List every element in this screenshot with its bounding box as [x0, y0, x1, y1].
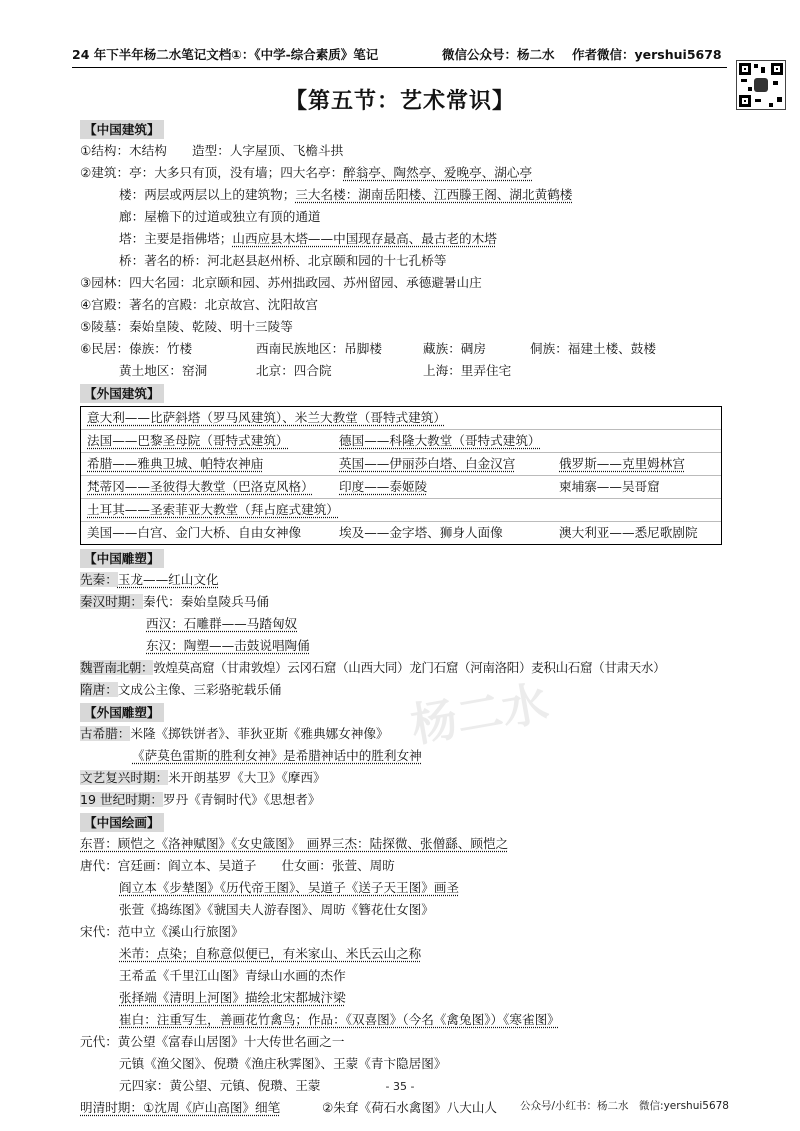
author-wechat: 作者微信：yershui5678 [572, 47, 722, 62]
cn-arch-bridge: 桥：著名的桥：河北赵县赵州桥、北京颐和园的十七孔桥等 [119, 253, 447, 268]
cn-arch-dwelling-2: 黄土地区：窑洞 北京：四合院 上海：里弄住宅 [119, 363, 512, 378]
foreign-sculpt-nike: 《萨莫色雷斯的胜利女神》是希腊神话中的胜利女神 [132, 748, 422, 763]
section-heading: 【外国雕塑】 [80, 701, 720, 723]
cn-arch-pagoda: 塔：主要是指佛塔；山西应县木塔——中国现存最高、最古老的木塔 [119, 231, 497, 246]
cn-arch-structure: ①结构：木结构 造型：人字屋顶、飞檐斗拱 [80, 143, 344, 158]
table-row: 土耳其——圣索菲亚大教堂（拜占庭式建筑） [81, 498, 721, 521]
cn-paint-tang-3: 张萱《捣练图》《虢国夫人游春图》、周昉《簪花仕女图》 [119, 902, 434, 917]
cn-sculpt-qinhan: 秦汉时期：秦代：秦始皇陵兵马俑 [80, 594, 269, 609]
footer-contact: 公众号/小红书：杨二水 微信:yershui5678 [520, 1100, 729, 1112]
foreign-sculpt-greece: 古希腊：米隆《掷铁饼者》、菲狄亚斯《雅典娜女神像》 [80, 726, 389, 741]
table-row: 梵蒂冈——圣彼得大教堂（巴洛克风格） 印度——泰姬陵 柬埔寨——吴哥窟 [81, 475, 721, 498]
page-number: - 35 - [385, 1080, 415, 1093]
page-title: 【第五节：艺术常识】 [284, 89, 515, 114]
cn-sculpt-eastern-han: 东汉：陶塑——击鼓说唱陶俑 [146, 638, 310, 653]
section-heading: 【中国雕塑】 [80, 547, 720, 569]
cn-sculpt-suitang: 隋唐：文成公主像、三彩骆驼载乐俑 [80, 682, 282, 697]
wechat-official-account: 微信公众号：杨二水 [442, 47, 555, 62]
cn-arch-pavilion: ②建筑：亭：大多只有顶，没有墙；四大名亭：醉翁亭、陶然亭、爱晚亭、湖心亭 [80, 165, 533, 180]
table-row: 美国——白宫、金门大桥、自由女神像 埃及——金字塔、狮身人面像 澳大利亚——悉尼歌剧院 [81, 521, 721, 544]
table-row: 意大利——比萨斜塔（罗马风建筑）、米兰大教堂（哥特式建筑） [87, 410, 446, 425]
cn-paint-tang-1: 唐代：宫廷画：阎立本、吴道子 仕女画：张萱、周昉 [80, 858, 395, 873]
cn-arch-palace: ④宫殿：著名的宫殿：北京故宫、沈阳故宫 [80, 297, 318, 312]
cn-sculpt-weijin: 魏晋南北朝：敦煌莫高窟（甘肃敦煌）云冈石窟（山西大同）龙门石窟（河南洛阳）麦积山石窟（甘肃天水） [80, 660, 666, 675]
cn-sculpt-western-han: 西汉：石雕群——马踏匈奴 [146, 616, 298, 631]
section-heading: 【中国绘画】 [80, 811, 720, 833]
cn-arch-dwelling: ⑥民居：傣族：竹楼 西南民族地区：吊脚楼 藏族：碉房 侗族：福建土楼、鼓楼 [80, 341, 656, 356]
section-heading: 【外国建筑】 [80, 382, 720, 404]
cn-arch-mausoleum: ⑤陵墓：秦始皇陵、乾陵、明十三陵等 [80, 319, 293, 334]
content [80, 118, 720, 1119]
table-row: 法国——巴黎圣母院（哥特式建筑） 德国——科隆大教堂（哥特式建筑） [81, 429, 721, 452]
foreign-arch-table [80, 406, 722, 545]
foreign-sculpt-19c: 19 世纪时期：罗丹《青铜时代》《思想者》 [80, 792, 321, 807]
table-row: 希腊——雅典卫城、帕特农神庙 英国——伊丽莎白塔、白金汉宫 俄罗斯——克里姆林宫 [81, 452, 721, 475]
cn-paint-eastern-jin: 东晋：顾恺之《洛神赋图》《女史箴图》 画界三杰：陆探微、张僧繇、顾恺之 [80, 836, 509, 851]
section-heading: 【中国建筑】 [80, 118, 720, 140]
cn-paint-song-2: 米芾：点染；自称意似便已，有米家山、米氏云山之称 [119, 946, 422, 961]
cn-paint-song-4: 张择端《清明上河图》描绘北宋都城汴梁 [119, 990, 346, 1005]
cn-paint-song-1: 宋代：范中立《溪山行旅图》 [80, 924, 244, 939]
cn-paint-yuan-2: 元镇《渔父图》、倪瓒《渔庄秋霁图》、王蒙《青卞隐居图》 [119, 1056, 447, 1071]
cn-sculpt-preqin: 先秦：玉龙——红山文化 [80, 572, 219, 587]
cn-paint-mingqing: 明清时期：①沈周《庐山高图》细笔 ②朱耷《荷石水禽图》八大山人 [80, 1100, 498, 1115]
watermark: 杨二水 [406, 675, 553, 753]
cn-paint-tang-2: 阎立本《步辇图》《历代帝王图》、吴道子《送子天王图》画圣 [119, 880, 460, 895]
cn-paint-yuan-3: 元四家：黄公望、元镇、倪瓒、王蒙 [119, 1078, 321, 1093]
cn-paint-song-5: 崔白：注重写生，善画花竹禽鸟；作品：《双喜图》（今名《禽兔图》）《寒雀图》 [119, 1012, 560, 1027]
header-rule [72, 67, 727, 68]
foreign-sculpt-renaissance: 文艺复兴时期：米开朗基罗《大卫》《摩西》 [80, 770, 326, 785]
cn-arch-garden: ③园林：四大名园：北京颐和园、苏州拙政园、苏州留园、承德避暑山庄 [80, 275, 482, 290]
cn-paint-song-3: 王希孟《千里江山图》青绿山水画的杰作 [119, 968, 346, 983]
cn-arch-tower: 楼：两层或两层以上的建筑物；三大名楼：湖南岳阳楼、江西滕王阁、湖北黄鹤楼 [119, 187, 573, 202]
doc-title: 24 年下半年杨二水笔记文档①：《中学-综合素质》笔记 [72, 47, 379, 62]
cn-arch-corridor: 廊：屋檐下的过道或独立有顶的通道 [119, 209, 321, 224]
cn-paint-yuan-1: 元代：黄公望《富春山居图》十大传世名画之一 [80, 1034, 345, 1049]
